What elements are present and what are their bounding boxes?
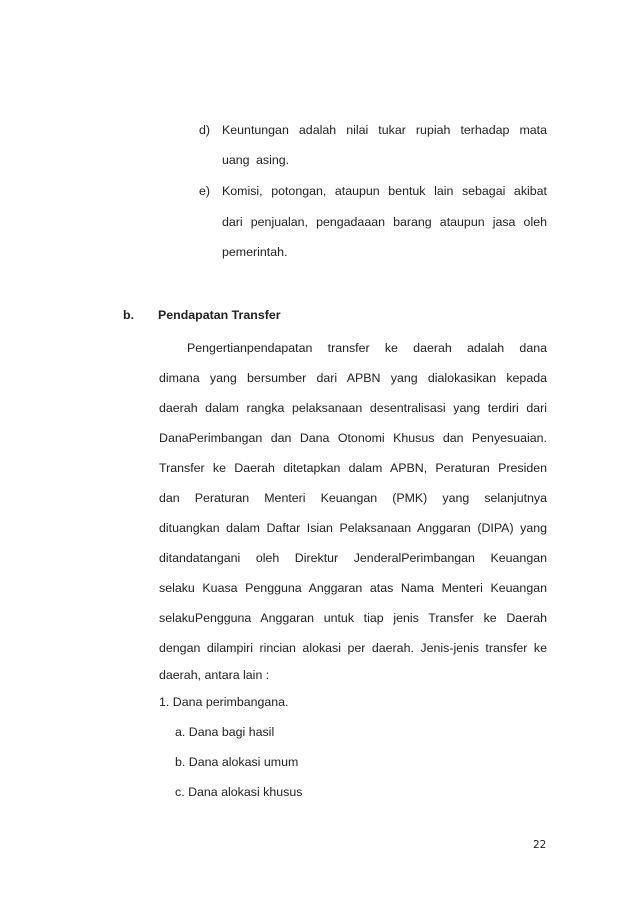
list-item-e-line-1: Komisi, potongan, ataupun bentuk lain sebagai akibat [222, 184, 547, 198]
paragraph-line-9: selaku Kuasa Pengguna Anggaran atas Nama Menteri Keuangan [159, 581, 547, 595]
paragraph-line-11: dengan dilampiri rincian alokasi per daerah. Jenis-jenis transfer ke [159, 641, 547, 655]
paragraph-line-6: dan Peraturan Menteri Keuangan (PMK) yang selanjutnya [159, 491, 547, 505]
sub-item-a: a. Dana bagi hasil [175, 725, 275, 739]
paragraph-line-7: dituangkan dalam Daftar Isian Pelaksanaan Anggaran (DIPA) yang [159, 521, 547, 535]
paragraph-line-2: dimana yang bersumber dari APBN yang dialokasikan kepada [159, 371, 547, 385]
paragraph-line-5: Transfer ke Daerah ditetapkan dalam APBN, Peraturan Presiden [159, 461, 547, 475]
paragraph-line-4: DanaPerimbangan dan Dana Otonomi Khusus dan Penyesuaian. [159, 431, 547, 445]
paragraph-line-8: ditandatangani oleh Direktur JenderalPerimbangan Keuangan [159, 551, 547, 565]
page-number: 22 [533, 839, 547, 851]
list-marker-e: e) [199, 184, 211, 198]
sub-item-b: b. Dana alokasi umum [175, 755, 299, 769]
list-item-d-line-1: Keuntungan adalah nilai tukar rupiah terhadap mata [222, 123, 547, 137]
paragraph-line-1: Pengertianpendapatan transfer ke daerah adalah dana [187, 341, 547, 355]
paragraph-line-12: daerah, antara lain : [159, 668, 270, 682]
list-item-e-line-2: dari penjualan, pengadaaan barang ataupun jasa oleh [222, 215, 547, 229]
paragraph-line-10: selakuPengguna Anggaran untuk tiap jenis Transfer ke Daerah [159, 611, 547, 625]
paragraph-line-3: daerah dalam rangka pelaksanaan desentralisasi yang terdiri dari [159, 401, 547, 415]
section-title: Pendapatan Transfer [158, 308, 281, 322]
section-marker: b. [123, 308, 135, 322]
list-item-e-line-3: pemerintah. [222, 245, 288, 259]
list-item-d-line-2: uang asing. [222, 153, 290, 167]
list-marker-d: d) [199, 123, 211, 137]
sub-item-c: c. Dana alokasi khusus [175, 785, 303, 799]
numbered-item: 1. Dana perimbangana. [159, 695, 289, 709]
